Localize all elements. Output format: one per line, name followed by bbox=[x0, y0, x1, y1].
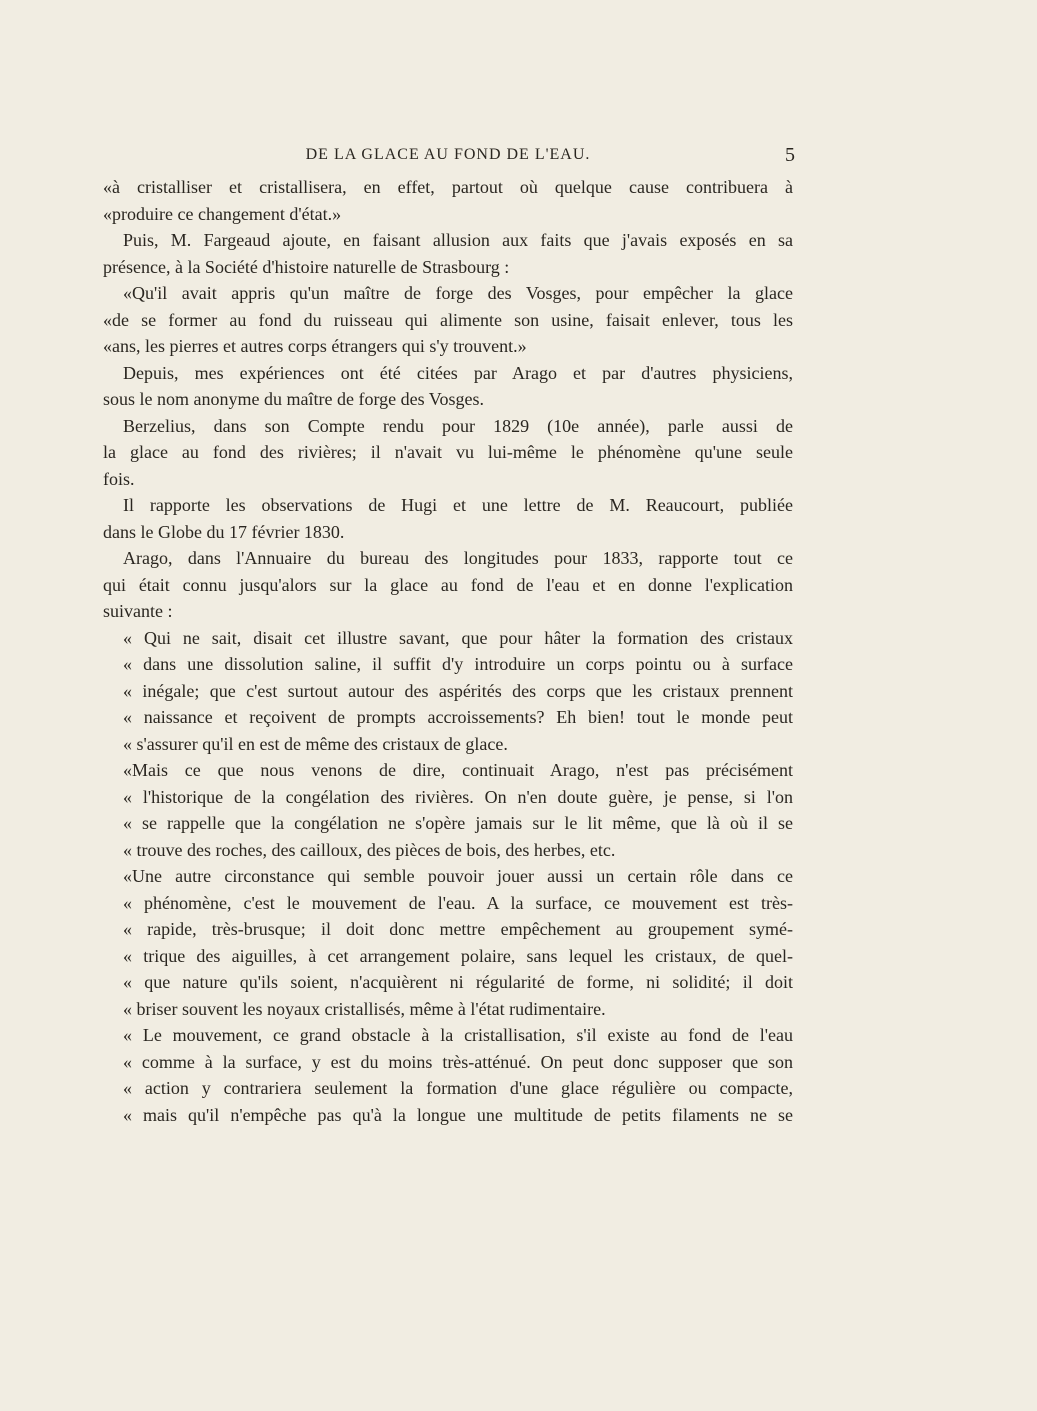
text-line: présence, à la Société d'histoire naturelle de Strasbourg : bbox=[103, 256, 510, 277]
text-line: «Mais ce que nous venons de dire, continuait Arago, n'est pas précisément bbox=[123, 760, 793, 780]
text-line: Il rapporte les observations de Hugi et une lettre de M. Reaucourt, publiée bbox=[123, 495, 793, 515]
text-line: « mais qu'il n'empêche pas qu'à la longue une multitude de petits filaments ne se bbox=[123, 1104, 793, 1125]
text-line: dans le Globe du 17 février 1830. bbox=[103, 521, 345, 542]
text-line: « que nature qu'ils soient, n'acquièrent ni régularité de forme, ni solidité; il doit bbox=[123, 972, 793, 992]
text-line: Puis, M. Fargeaud ajoute, en faisant allusion aux faits que j'avais exposés en sa bbox=[123, 230, 793, 250]
text-line: « naissance et reçoivent de prompts accroissements? Eh bien! tout le monde peut bbox=[123, 707, 793, 727]
text-line: « briser souvent les noyaux cristallisés, même à l'état rudimentaire. bbox=[123, 998, 606, 1019]
text-line: « Qui ne sait, disait cet illustre savant, que pour hâter la formation des cristaux bbox=[123, 627, 793, 648]
text-line: «Une autre circonstance qui semble pouvoir jouer aussi un certain rôle dans ce bbox=[123, 866, 793, 886]
text-line: « Le mouvement, ce grand obstacle à la cristallisation, s'il existe au fond de l'eau bbox=[123, 1025, 793, 1045]
text-line: sous le nom anonyme du maître de forge des Vosges. bbox=[103, 389, 484, 409]
text-line: la glace au fond des rivières; il n'avait vu lui-même le phénomène qu'une seule bbox=[103, 442, 793, 462]
text-line: « comme à la surface, y est du moins très-atténué. On peut donc supposer que son bbox=[123, 1051, 793, 1072]
text-line: « l'historique de la congélation des rivières. On n'en doute guère, je pense, si l'on bbox=[123, 786, 793, 807]
text-line: « inégale; que c'est surtout autour des aspérités des corps que les cristaux prennent bbox=[123, 680, 793, 701]
text-line: « s'assurer qu'il en est de même des cristaux de glace. bbox=[123, 733, 508, 754]
text-line: Arago, dans l'Annuaire du bureau des longitudes pour 1833, rapporte tout ce bbox=[123, 548, 793, 568]
text-line: « se rappelle que la congélation ne s'opère jamais sur le lit même, que là où il se bbox=[123, 813, 793, 833]
text-line: «à cristalliser et cristallisera, en effet, partout où quelque cause contribuera à bbox=[103, 177, 793, 197]
text-line: «Qu'il avait appris qu'un maître de forge des Vosges, pour empêcher la glace bbox=[123, 283, 793, 303]
page-number: 5 bbox=[785, 144, 795, 166]
text-line: « trique des aiguilles, à cet arrangement polaire, sans lequel les cristaux, de quel- bbox=[123, 945, 793, 966]
text-line: fois. bbox=[103, 468, 135, 489]
body-text bbox=[103, 174, 793, 1128]
text-line: «ans, les pierres et autres corps étrangers qui s'y trouvent.» bbox=[103, 336, 527, 356]
text-line: «de se former au fond du ruisseau qui alimente son usine, faisait enlever, tous les bbox=[103, 309, 793, 330]
text-line: « rapide, très-brusque; il doit donc mettre empêchement au groupement symé- bbox=[123, 919, 793, 939]
text-line: « dans une dissolution saline, il suffit d'y introduire un corps pointu ou à surface bbox=[123, 654, 793, 674]
running-head: DE LA GLACE AU FOND DE L'EAU. bbox=[305, 146, 591, 163]
text-line: suivante : bbox=[103, 601, 173, 621]
text-line: « trouve des roches, des cailloux, des pièces de bois, des herbes, etc. bbox=[123, 839, 616, 860]
text-line: qui était connu jusqu'alors sur la glace au fond de l'eau et en donne l'explication bbox=[103, 574, 793, 595]
text-line: Depuis, mes expériences ont été citées par Arago et par d'autres physiciens, bbox=[123, 362, 793, 383]
text-line: « action y contrariera seulement la formation d'une glace régulière ou compacte, bbox=[123, 1078, 793, 1098]
text-line: « phénomène, c'est le mouvement de l'eau. A la surface, ce mouvement est très- bbox=[123, 892, 793, 913]
text-line: «produire ce changement d'état.» bbox=[103, 203, 342, 224]
text-line: Berzelius, dans son Compte rendu pour 1829 (10e année), parle aussi de bbox=[123, 415, 793, 436]
page-header bbox=[103, 146, 793, 170]
